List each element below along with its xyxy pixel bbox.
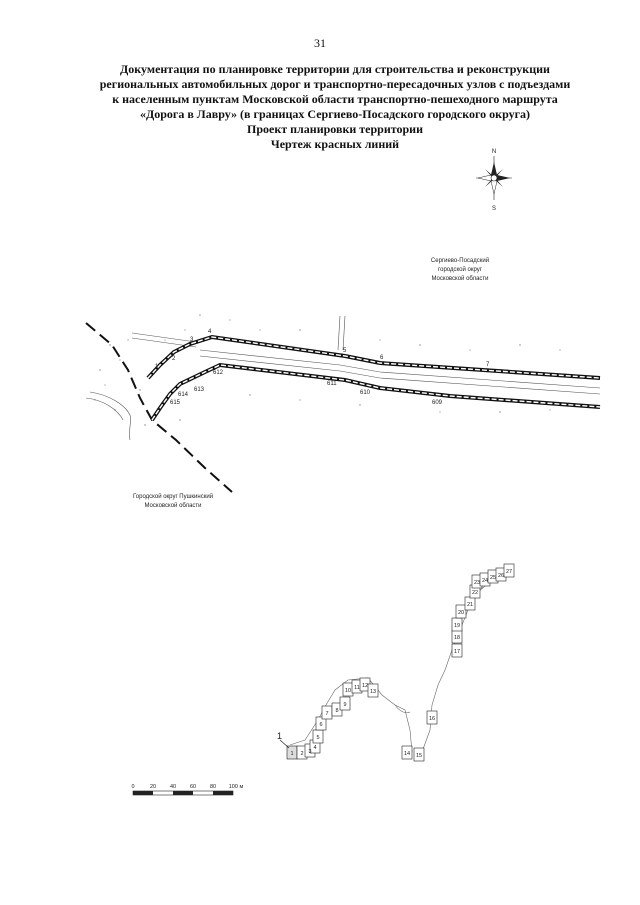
segment-label: 2 [300, 751, 304, 757]
segment-label: 1 [290, 751, 294, 757]
segment-label: 4 [313, 745, 317, 751]
segment-label: 8 [335, 708, 339, 714]
index-map-segments [287, 564, 514, 761]
point-label: 613 [194, 387, 205, 393]
segment-label: 9 [343, 702, 347, 708]
point-label: 610 [360, 390, 371, 396]
segment-label: 24 [481, 578, 489, 584]
segment-label: 15 [415, 753, 423, 759]
segment-label: 26 [497, 573, 505, 579]
segment-label: 6 [319, 722, 323, 728]
title-line: к населенным пунктам Московской области транспортно-пешеходного маршрута [112, 92, 558, 106]
title-line: Документация по планировке территории для строительства и реконструкции [120, 62, 550, 76]
pushkin-region-label [133, 493, 213, 509]
scale-tick-label: 20 [149, 784, 157, 790]
point-label: 6 [380, 355, 384, 361]
compass-north-label: N [491, 149, 497, 155]
point-label: 611 [327, 381, 337, 387]
index-callout-leader [280, 740, 289, 748]
segment-label: 21 [466, 602, 474, 608]
segment-label: 23 [473, 580, 481, 586]
scale-tick-label: 100 м [228, 784, 244, 790]
point-label: 612 [213, 370, 224, 376]
point-label: 614 [178, 392, 189, 398]
point-label: 3 [190, 337, 194, 343]
point-label: 1 [155, 364, 159, 370]
scale-tick-label: 40 [169, 784, 177, 790]
segment-label: 18 [453, 635, 461, 641]
index-callout-label: 1 [277, 731, 283, 741]
point-label: 609 [432, 400, 443, 406]
segment-label: 22 [471, 590, 479, 596]
segment-label: 25 [489, 575, 497, 581]
point-label: 2 [172, 356, 176, 362]
title-line: региональных автомобильных дорог и транспортно-пересадочных узлов с подъездами [99, 77, 571, 91]
segment-label: 17 [453, 649, 461, 655]
point-label: 615 [170, 400, 181, 406]
scale-tick-label: 0 [131, 784, 135, 790]
region-label-line: Московской области [431, 276, 489, 282]
region-label-line: городской округ [438, 267, 482, 273]
segment-label: 27 [505, 569, 513, 575]
region-label-line: Сергиево-Посадский [430, 258, 490, 264]
segment-label: 7 [325, 711, 329, 717]
title-line: Чертеж красных линий [270, 137, 400, 151]
segment-label: 3 [308, 749, 312, 755]
title-line: Проект планировки территории [246, 122, 424, 136]
segment-label: 20 [457, 610, 465, 616]
scale-tick-label: 60 [189, 784, 197, 790]
compass-south-label: S [491, 206, 497, 212]
point-label: 7 [486, 362, 490, 368]
page-number: 31 [314, 36, 326, 50]
segment-label: 12 [361, 683, 369, 689]
scale-bar [131, 784, 243, 795]
segment-label: 14 [403, 751, 411, 757]
title-line: «Дорога в Лавру» (в границах Сергиево-Посадского городского округа) [139, 107, 531, 121]
segment-label: 5 [316, 735, 320, 741]
segment-label: 16 [428, 716, 436, 722]
segment-label: 13 [369, 689, 377, 695]
scale-tick-label: 80 [209, 784, 217, 790]
segment-label: 19 [453, 623, 461, 629]
sergiev-region-label [431, 257, 489, 282]
compass-rose-icon [476, 156, 512, 200]
region-label-line: Московской области [144, 503, 202, 509]
point-label: 4 [208, 329, 212, 335]
point-label: 5 [343, 348, 347, 354]
segment-label: 11 [354, 685, 360, 691]
segment-label: 10 [344, 688, 352, 694]
region-label-line: Городской округ Пушкинский [132, 494, 214, 500]
